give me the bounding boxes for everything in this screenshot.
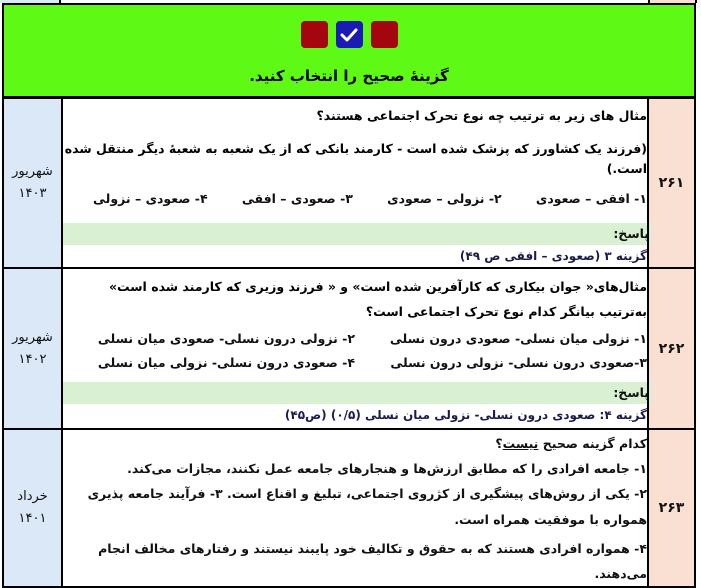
- statement-4: ۴- همواره افرادی هستند که به حقوق و تکالیف خود پایبند نیستند و رفتارهای مخالف انجام می‌دهند.: [98, 541, 647, 581]
- checkmark-icon: [340, 28, 358, 42]
- option-1: ۱- نزولی میان نسلی- صعودی درون نسلی: [389, 331, 647, 346]
- options-grid: [63, 327, 647, 375]
- option-3: ۳-صعودی درون نسلی- نزولی درون نسلی: [390, 355, 647, 370]
- exam-month: شهریور: [12, 329, 53, 345]
- exam-year: ۱۴۰۳: [18, 186, 47, 201]
- exam-year: ۱۴۰۱: [18, 511, 47, 526]
- question-text: مثال‌های« جوان بیکاری که کارآفرین شده است» و « فرزند وزیری که کارمند شده است» به‌ترتیب بیانگر کدام نوع تحرک اجتماعی است؟: [108, 279, 647, 319]
- question-number: ۲۶۳: [648, 429, 695, 587]
- choice-boxes: [4, 21, 694, 48]
- exam-date: [3, 98, 62, 268]
- questions-table: [2, 97, 696, 588]
- option-4: ۴- صعودی – نزولی: [93, 190, 208, 206]
- option-4: ۴- صعودی درون نسلی- نزولی میان نسلی: [97, 355, 355, 370]
- statement-2-3: ۲- یکی از روش‌های پیشگیری از کژروی اجتماعی، تبلیغ و اقناع است. ۳- فرآیند جامعه پذیری همواره با موفقیت همراه است.: [87, 486, 647, 527]
- options-row: [63, 191, 647, 206]
- option-box-unchecked: [301, 21, 328, 48]
- option-3: ۳- صعودی – افقی: [241, 190, 353, 206]
- question-context: (فرزند یک کشاورز که پزشک شده است - کارمند بانکی که از یک شعبه به شعبهٔ دیگر منتقل شده است.): [64, 140, 647, 176]
- statement-1: ۱- جامعه افرادی را که مطابق ارزش‌ها و هنجارهای جامعه عمل نکنند، مجازات می‌کند.: [127, 461, 647, 476]
- question-text: مثال های زیر به ترتیب چه نوع تحرک اجتماعی هستند؟: [316, 107, 647, 123]
- instruction-banner: [2, 3, 696, 98]
- exam-month: شهریور: [12, 164, 53, 179]
- option-box-unchecked: [371, 21, 398, 48]
- option-2: ۲- نزولی – صعودی: [387, 190, 502, 206]
- question-suffix: ؟: [495, 436, 503, 451]
- question-number: ۲۶۲: [648, 268, 695, 429]
- answer-label: پاسخ:: [63, 382, 651, 404]
- answer-text: گزینه ۳ (صعودی – افقی ص ۴۹): [459, 248, 647, 263]
- option-1: ۱- افقی – صعودی: [535, 190, 647, 206]
- exam-month: خرداد: [17, 489, 48, 504]
- question-prefix: کدام گزینه صحیح: [538, 436, 647, 451]
- answer-text: گزینه ۴: صعودی درون نسلی- نزولی میان نسلی (۰/۵) (ص۴۵): [284, 408, 647, 422]
- question-number: ۲۶۱: [648, 98, 695, 268]
- exam-date: [3, 268, 62, 429]
- question-content: [62, 429, 648, 587]
- question-emphasis: نیست: [502, 436, 539, 451]
- exam-date: [3, 429, 62, 587]
- option-2: ۲- نزولی درون نسلی- صعودی میان نسلی: [97, 331, 355, 346]
- table-row: [3, 268, 695, 429]
- question-content: [62, 98, 648, 268]
- answer-label: پاسخ:: [63, 223, 651, 245]
- option-box-checked: [336, 21, 363, 48]
- table-row: [3, 429, 695, 587]
- instruction-text: گزینهٔ صحیح را انتخاب کنید.: [249, 67, 449, 85]
- table-row: [3, 98, 695, 268]
- exam-year: ۱۴۰۲: [18, 351, 47, 367]
- question-text: [63, 431, 647, 456]
- question-content: [62, 268, 648, 429]
